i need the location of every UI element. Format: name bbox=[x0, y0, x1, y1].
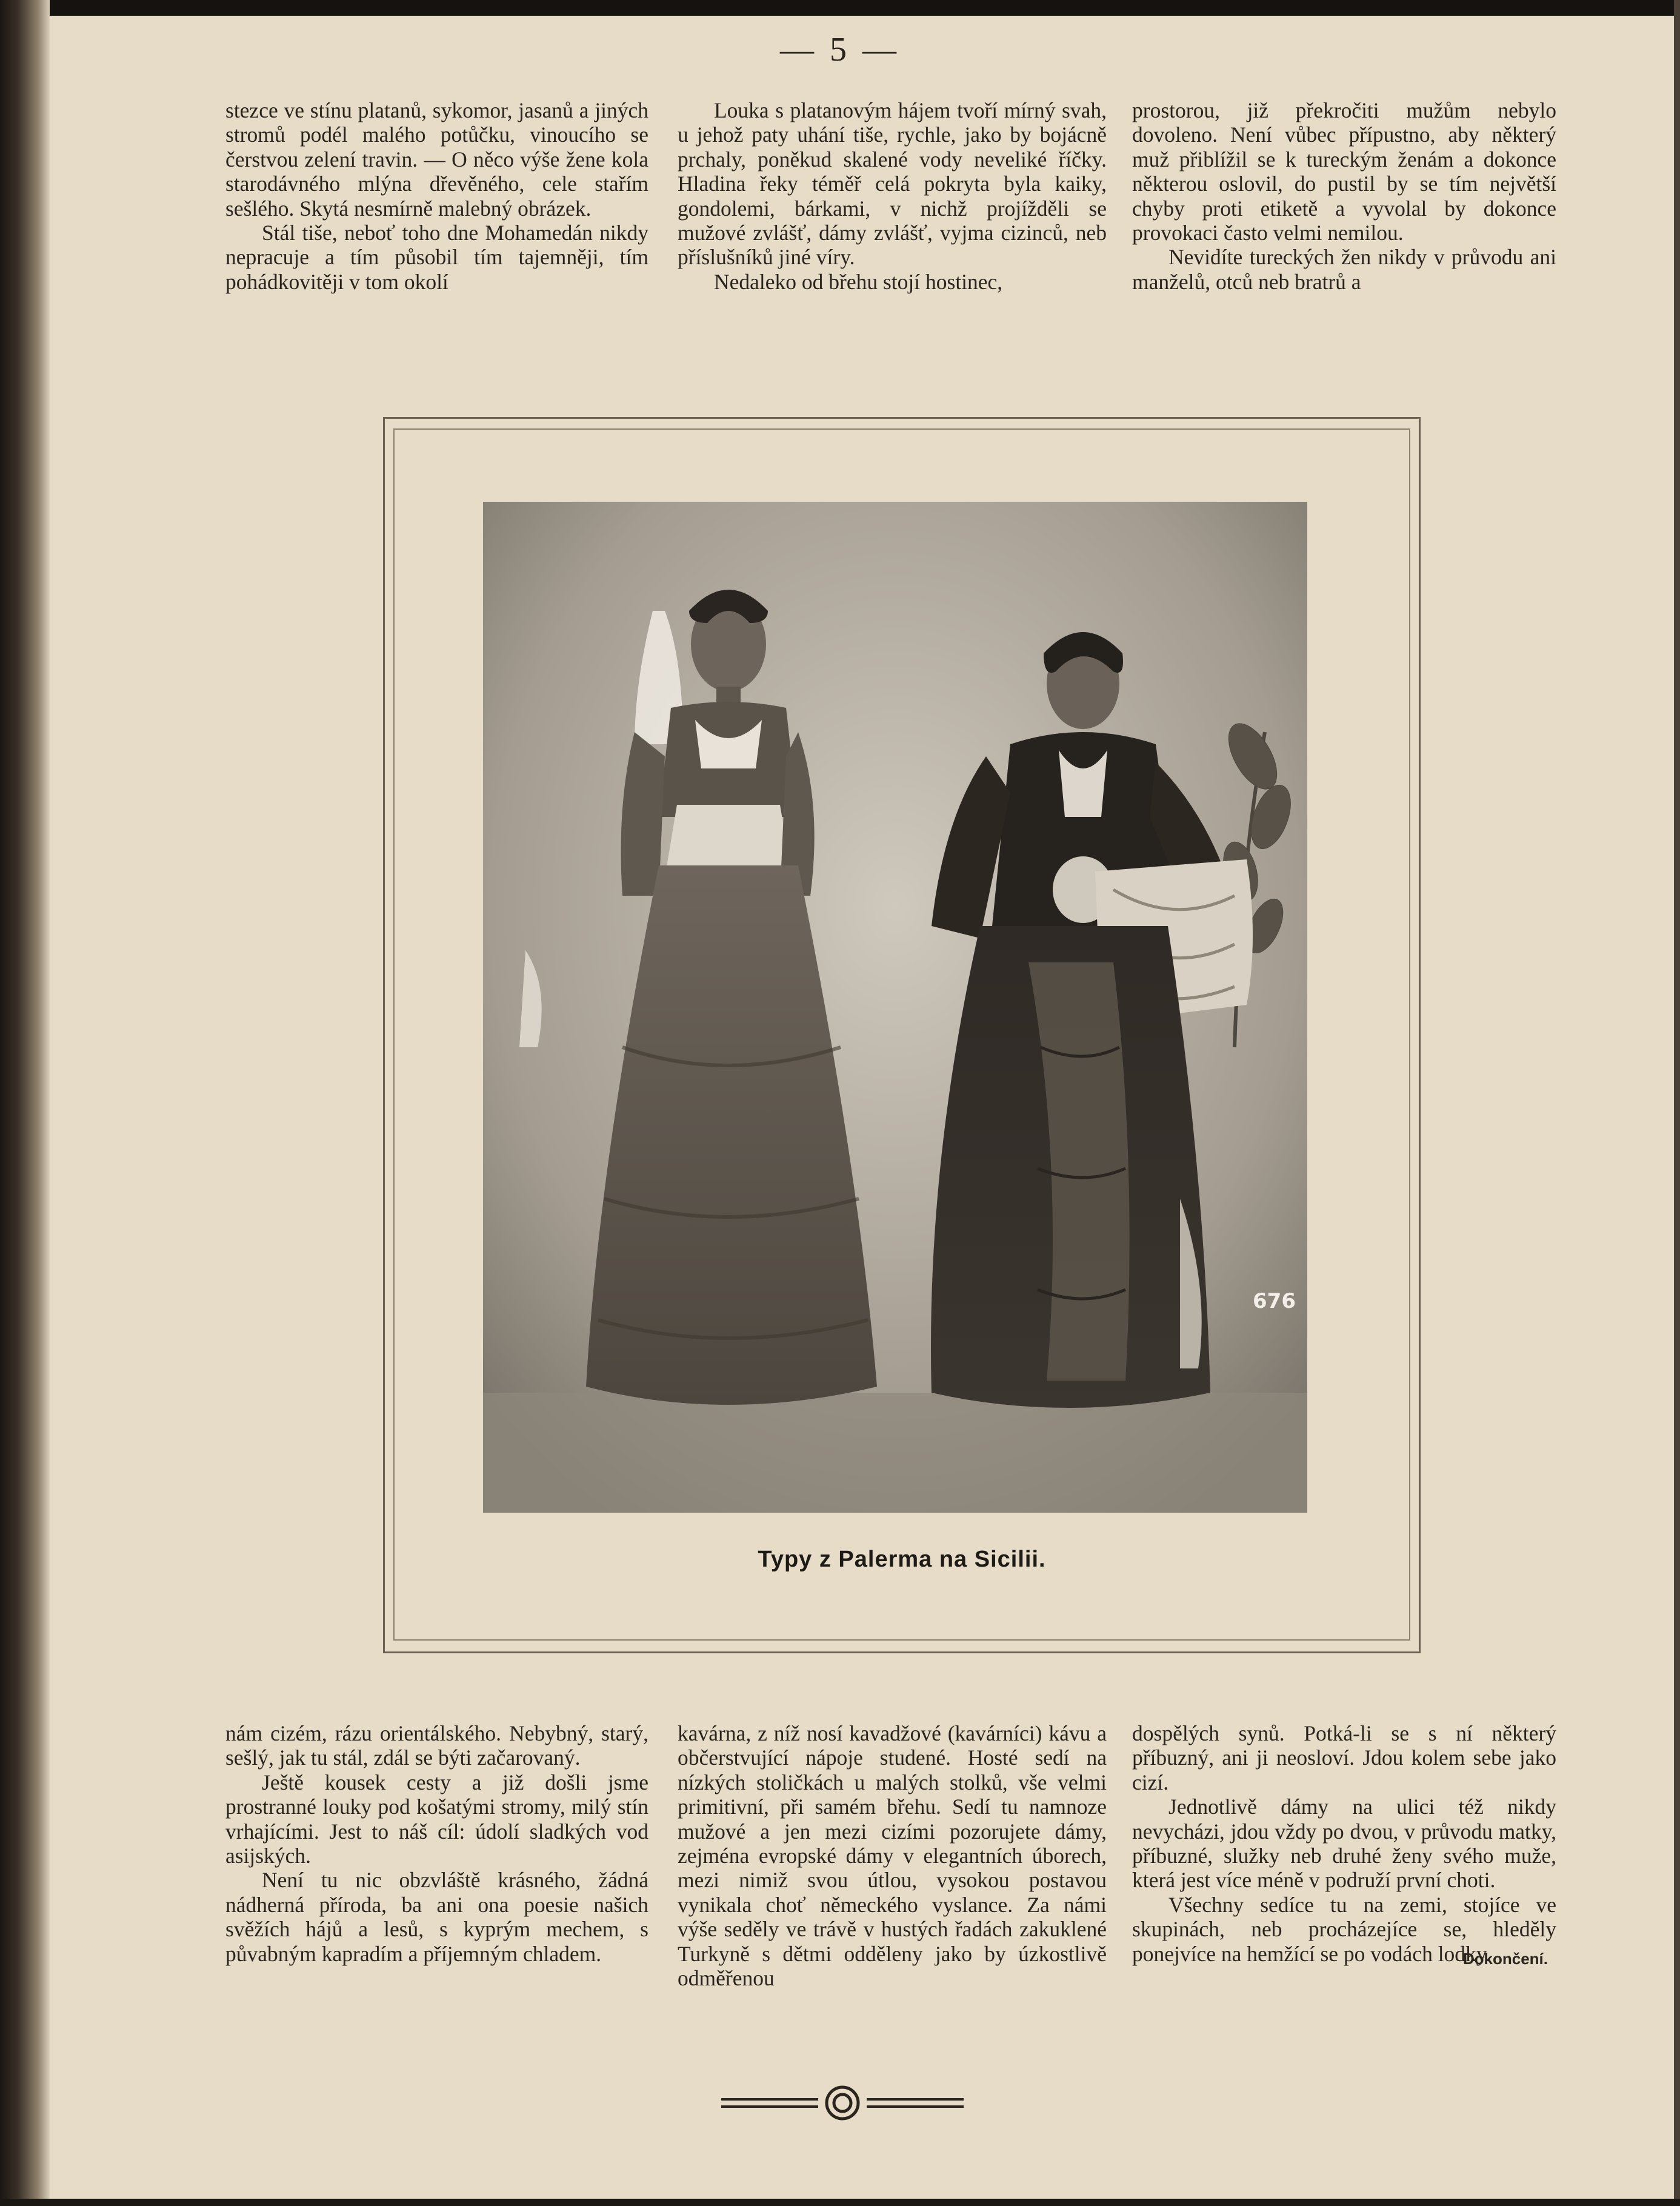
paragraph: Louka s platanovým hájem tvoří mírný svah, u jehož paty uhání tiše, rychle, jako by bojácně prchaly, poněkud skalené vody neveliké říčky. Hladina řeky téměř celá pokryta byla kaiky, gondolemi, bárkami, v nichž projížděli se mužové zvlášť, dámy zvlášť, vyjma cizinců, neb příslušníků jiné víry. bbox=[678, 98, 1107, 270]
bottom-scan-edge bbox=[0, 2199, 1680, 2206]
column-1-top bbox=[225, 98, 648, 294]
paragraph: Všechny sedíce tu na zemi, stojíce ve skupinách, neb procházejíce se, hleděly ponejvíce na hemžící se po vodách lodky. bbox=[1132, 1892, 1556, 1966]
paragraph: Nevidíte tureckých žen nikdy v průvodu ani manželů, otců neb bratrů a bbox=[1132, 245, 1556, 294]
paragraph: Jednotlivě dámy na ulici též nikdy nevycházi, jdou vždy po dvou, v průvodu matky, příbuzné, služky neb druhé ženy svého muže, která jest více méně v podruží první choti. bbox=[1132, 1794, 1556, 1893]
paragraph: prostorou, již překročiti mužům nebylo dovoleno. Není vůbec přípustno, aby některý muž přiblížil se k tureckým ženám a dokonce některou oslovil, do pustil by se tím největší chyby proti etiketě a vyvolal by dokonce provokaci často velmi nemilou. bbox=[1132, 98, 1556, 245]
photograph-two-women-palermo bbox=[483, 502, 1307, 1513]
end-ornament-icon bbox=[721, 2085, 964, 2121]
paragraph: dospělých synů. Potká-li se s ní některý příbuzný, ani ji neosloví. Jdou kolem sebe jako cizí. bbox=[1132, 1721, 1556, 1794]
column-2-bottom bbox=[678, 1721, 1107, 1990]
paragraph: nám cizém, rázu orientálského. Nebybný, starý, sešlý, jak tu stál, zdál se býti začarovaný. bbox=[225, 1721, 648, 1770]
paragraph: Stál tiše, neboť toho dne Mohamedán nikdy nepracuje a tím působil tím tajemněji, tím pohádkovitěji v tom okolí bbox=[225, 221, 648, 294]
paragraph: Ještě kousek cesty a již došli jsme prostranné louky pod košatými stromy, milý stín vrhajícími. Jest to náš cíl: údolí sladkých vod asijských. bbox=[225, 1770, 648, 1868]
plate-number: 676 bbox=[1253, 1289, 1296, 1313]
page-number: — 5 — bbox=[780, 31, 900, 68]
paragraph: stezce ve stínu platanů, sykomor, jasanů a jiných stromů podél malého potůčku, vinoucího se čerstvou zelení travin. — O něco výše žene kola starodávného mlýna dřevěného, cele stařím sešlého. Skytá nesmírně malebný obrázek. bbox=[225, 98, 648, 221]
column-1-bottom bbox=[225, 1721, 648, 1966]
paragraph: Nedaleko od břehu stojí hostinec, bbox=[714, 269, 1003, 294]
right-scan-edge bbox=[1674, 0, 1680, 2206]
column-2-top bbox=[678, 98, 1107, 294]
column-3-bottom bbox=[1132, 1721, 1556, 1971]
paragraph: Není tu nic obzvláště krásného, žádná nádherná příroda, ba ani ona poesie našich svěžích hájů a lesů, s kyprým mechem, s půvabným kapradím a příjemným chladem. bbox=[225, 1868, 648, 1966]
book-spine-shadow bbox=[0, 0, 50, 2206]
top-scan-edge bbox=[0, 0, 1680, 16]
paragraph: kavárna, z níž nosí kavadžové (kavárníci) kávu a občerstvující nápoje studené. Hosté sedí na nízkých stoličkách u malých stolků, vše velmi primitivní, při samém břehu. Sedí tu namnoze mužové a jen mezi cizími pozorujete dámy, zejména evropské dámy v elegantních úborech, mezi nimiž svou útlou, vysokou postavou vynikala choť německého vyslance. Za námi výše seděly ve trávě v hustých řadách zakuklené Turkyně s dětmi odděleny jako by úzkostlivě odměřenou bbox=[678, 1721, 1107, 1991]
figure-caption: Typy z Palerma na Sicilii. bbox=[758, 1547, 1046, 1572]
article-continued-note: Dokončení. bbox=[1462, 1950, 1548, 1968]
column-3-top bbox=[1132, 98, 1556, 294]
